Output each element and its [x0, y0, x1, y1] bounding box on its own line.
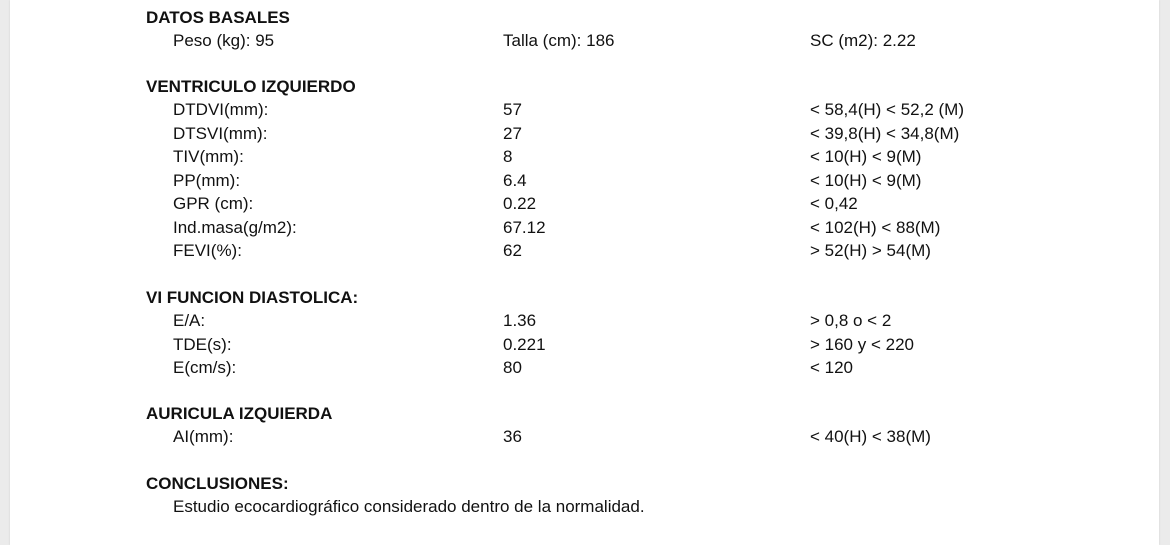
measurement-value: 6.4 — [503, 170, 527, 190]
measurement-value: 1.36 — [503, 311, 537, 330]
measurement-reference: > 52(H) > 54(M) — [810, 241, 931, 260]
measurement-list — [146, 98, 1159, 263]
measurement-value: 0.221 — [503, 334, 546, 354]
measurement-reference: > 160 y < 220 — [810, 334, 914, 354]
report-page — [10, 0, 1159, 545]
measurement-label: TDE(s): — [173, 334, 232, 354]
funcion-diastolica-section — [146, 287, 1159, 380]
datos-basales-section — [146, 7, 1159, 53]
measurement-reference: < 10(H) < 9(M) — [810, 170, 922, 190]
measurement-value: 8 — [503, 147, 513, 166]
measurement-row — [146, 309, 1159, 333]
measurement-label: TIV(mm): — [173, 147, 244, 166]
measurement-row — [146, 122, 1159, 146]
measurement-value: 80 — [503, 358, 522, 377]
measurement-reference: < 39,8(H) < 34,8(M) — [810, 123, 960, 143]
measurement-label: AI(mm): — [173, 427, 234, 446]
measurement-label: E/A: — [173, 311, 206, 330]
measurement-reference: < 102(H) < 88(M) — [810, 217, 941, 237]
talla-field: Talla (cm): 186 — [503, 31, 615, 50]
measurement-row — [146, 333, 1159, 357]
measurement-row — [146, 239, 1159, 263]
datos-basales-row — [146, 29, 1159, 53]
section-heading: AURICULA IZQUIERDA — [146, 404, 333, 423]
section-heading: VI FUNCION DIASTOLICA: — [146, 288, 359, 307]
measurement-reference: < 120 — [810, 358, 854, 377]
ventriculo-izquierdo-section — [146, 76, 1159, 263]
measurement-reference: < 10(H) < 9(M) — [810, 147, 922, 166]
measurement-label: FEVI(%): — [173, 241, 242, 260]
section-heading: CONCLUSIONES: — [146, 474, 289, 493]
measurement-label: DTDVI(mm): — [173, 100, 269, 119]
measurement-reference: < 0,42 — [810, 194, 858, 213]
measurement-row — [146, 145, 1159, 169]
measurement-label: PP(mm): — [173, 170, 241, 190]
measurement-reference: < 58,4(H) < 52,2 (M) — [810, 100, 965, 119]
measurement-value: 62 — [503, 241, 522, 260]
measurement-row — [146, 192, 1159, 216]
measurement-label: DTSVI(mm): — [173, 123, 268, 143]
measurement-reference: > 0,8 o < 2 — [810, 311, 892, 330]
measurement-row — [146, 425, 1159, 449]
measurement-value: 27 — [503, 123, 522, 143]
measurement-row — [146, 216, 1159, 240]
conclusiones-section — [146, 473, 1159, 519]
measurement-value: 67.12 — [503, 217, 546, 237]
measurement-label: E(cm/s): — [173, 358, 237, 377]
measurement-value: 57 — [503, 100, 522, 119]
measurement-row — [146, 169, 1159, 193]
measurement-label: GPR (cm): — [173, 194, 254, 213]
measurement-label: Ind.masa(g/m2): — [173, 217, 297, 237]
measurement-value: 36 — [503, 427, 522, 446]
conclusion-text: Estudio ecocardiográfico considerado dentro de la normalidad. — [173, 497, 645, 516]
measurement-row — [146, 98, 1159, 122]
sc-field: SC (m2): 2.22 — [810, 31, 916, 50]
section-heading: DATOS BASALES — [146, 8, 290, 27]
auricula-izquierda-section — [146, 403, 1159, 449]
measurement-reference: < 40(H) < 38(M) — [810, 427, 931, 446]
measurement-value: 0.22 — [503, 194, 537, 213]
section-heading: VENTRICULO IZQUIERDO — [146, 77, 356, 96]
peso-field: Peso (kg): 95 — [173, 31, 275, 50]
measurement-row — [146, 356, 1159, 380]
